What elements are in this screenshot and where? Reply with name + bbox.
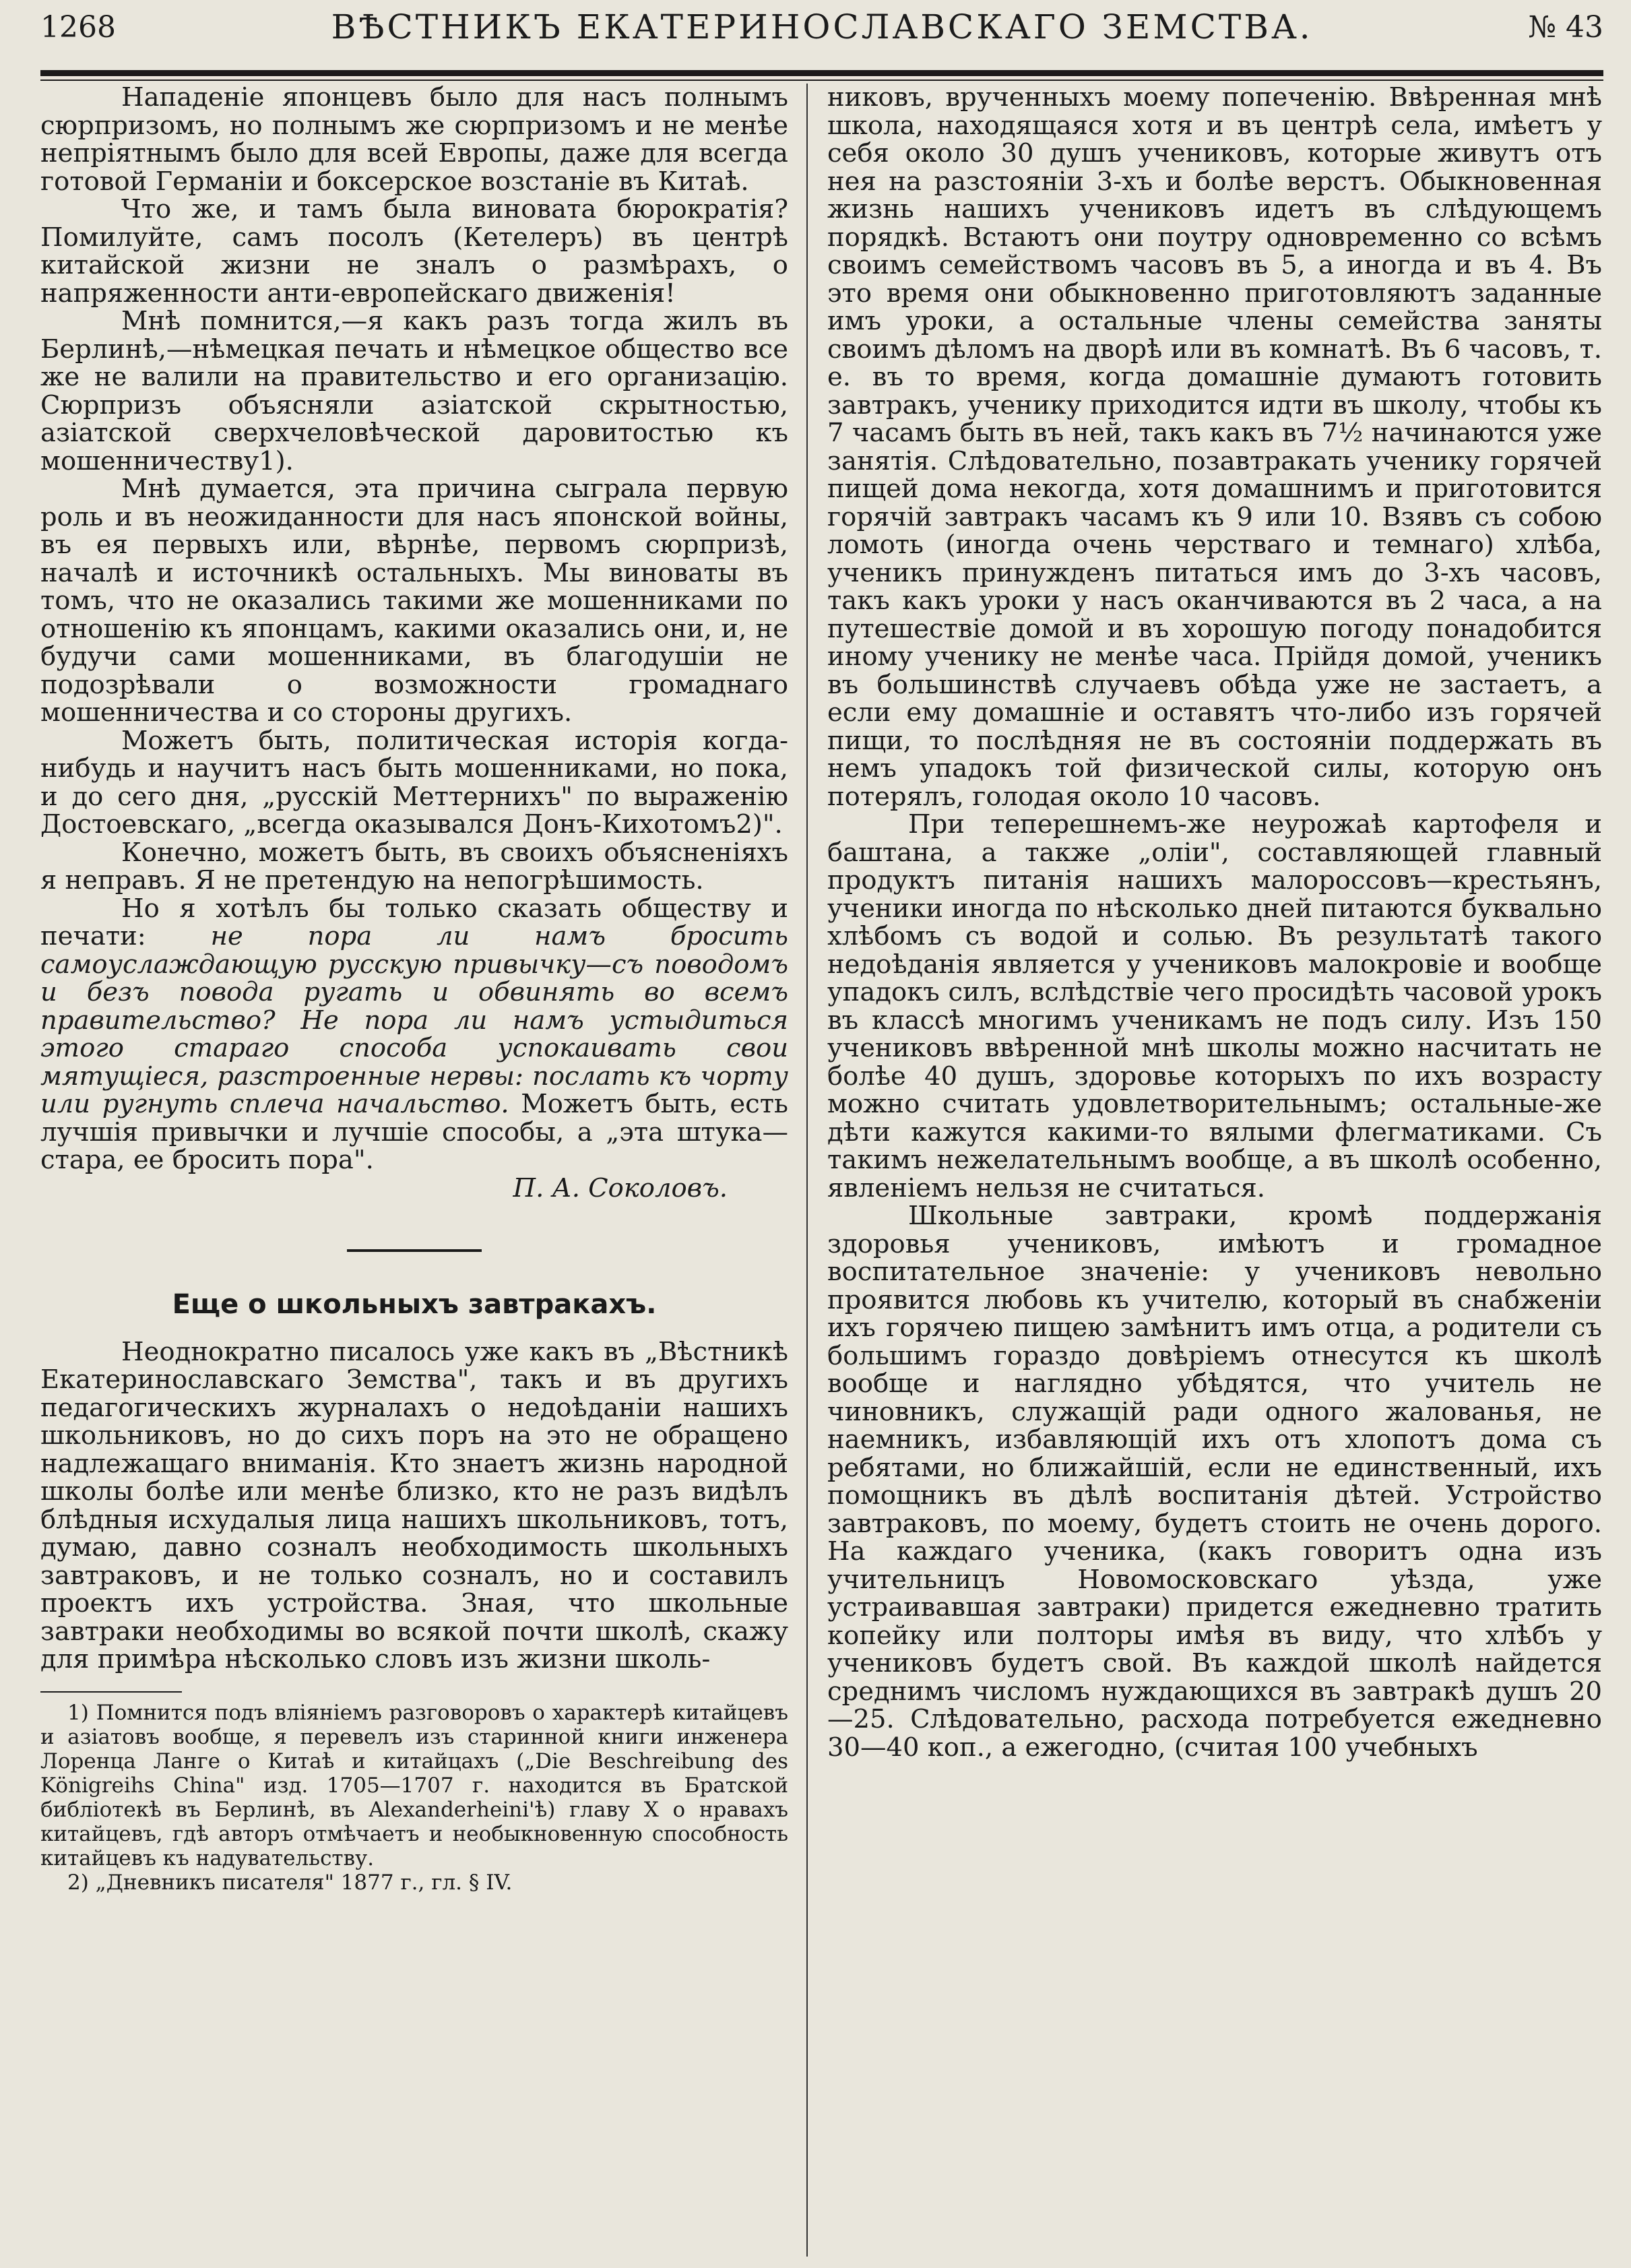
closing-italic: не пора ли намъ бросить самоуслаждающую русскую привычку—съ поводомъ и безъ повода ругать и обвинять во всемъ правительство? Не пора ли намъ устыдиться этого стараго способа успокаивать свои мятущіеся, разстроенные нервы: послать къ чорту или ругнуть сплеча начальство. [40, 921, 788, 1119]
header-rule-thin [40, 80, 1603, 81]
article-paragraph: Что же, и тамъ была виновата бюрократія? Помилуйте, самъ посолъ (Кетелеръ) въ центрѣ китайской жизни не зналъ о размѣрахъ, о напряженности анти-европейскаго движенія! [40, 194, 788, 309]
closing-paragraph [40, 895, 788, 1174]
article-paragraph: никовъ, врученныхъ моему попеченію. Ввѣренная мнѣ школа, находящаяся хотя и въ центрѣ села, имѣетъ у себя около 30 душъ учениковъ, которые живутъ отъ нея на разстояніи 3-хъ и болѣе верстъ. Обыкновенная жизнь нашихъ учениковъ идетъ въ слѣдующемъ порядкѣ. Встаютъ они поутру одновременно со всѣмъ своимъ семействомъ часовъ въ 5, а иногда и въ 4. Въ это время они обыкновенно приготовляютъ заданные имъ уроки, а остальные члены семейства заняты своимъ дѣломъ на дворѣ или въ комнатѣ. Въ 6 часовъ, т. е. въ то время, когда домашніе думаютъ готовить завтракъ, ученику приходится идти въ школу, чтобы къ 7 часамъ быть въ ней, такъ какъ въ 7½ начинаются уже занятія. Слѣдовательно, позавтракать ученику горячей пищей дома некогда, хотя домашнимъ и приготовится горячій завтракъ часамъ къ 9 или 10. Взявъ съ собою ломоть (иногда очень черстваго и темнаго) хлѣба, ученикъ принужденъ питаться имъ до 3-хъ часовъ, такъ какъ уроки у насъ оканчиваются въ 2 часа, а на путешествіе домой и въ хорошую погоду понадобится иному ученику не менѣе часа. Прійдя домой, ученикъ въ большинствѣ случаевъ обѣда уже не застаетъ, а если ему домашніе и оставятъ что-либо изъ горячей пищи, то послѣдняя не въ состояніи поддержать въ немъ упадокъ той физической силы, которую онъ потерялъ, голодая около 10 часовъ. [827, 82, 1602, 812]
page-number: 1268 [40, 9, 116, 44]
article-paragraph: Мнѣ помнится,—я какъ разъ тогда жилъ въ Берлинѣ,—нѣмецкая печать и нѣмецкое общество все же не валили на правительство и его организацію. Сюрпризъ объясняли азіатской скрытностью, азіатской сверхчеловѣческой даровитостью къ мошенничеству1). [40, 306, 788, 476]
footnote: 1) Помнится подъ вліяніемъ разговоровъ о характерѣ китайцевъ и азіатовъ вообще, я перевелъ изъ старинной книги инженера Лоренца Ланге о Китаѣ и китайцахъ („Die Beschreibung des Königreihs China" изд. 1705—1707 г. находится въ Братской библіотекѣ въ Берлинѣ, въ Alexanderheini'ѣ) главу X о нравахъ китайцевъ, гдѣ авторъ отмѣчаетъ и необыкновенную способность китайцевъ къ надувательству. [40, 1700, 788, 1870]
section-separator [347, 1249, 482, 1252]
closing-intro: Но я хотѣлъ бы только сказать обществу и печати: [40, 893, 788, 951]
article-paragraph: Мнѣ думается, эта причина сыграла первую роль и въ неожиданности для насъ японской войны, въ ея первыхъ или, вѣрнѣе, первомъ сюрпризѣ, началѣ и источникѣ остальныхъ. Мы виноваты въ томъ, что не оказались такими же мошенниками по отношенію къ японцамъ, какими оказались они, и, не будучи сами мошенниками, въ благодушіи не подозрѣвали о возможности громаднаго мошенничества и со стороны другихъ. [40, 474, 788, 728]
footnote: 2) „Дневникъ писателя" 1877 г., гл. § IV. [67, 1870, 513, 1895]
header-rule-thick [40, 70, 1603, 76]
article-paragraph: Конечно, можетъ быть, въ своихъ объясненіяхъ я неправъ. Я не претендую на непогрѣшимость. [40, 837, 788, 895]
article-paragraph: Нападеніе японцевъ было для насъ полнымъ сюрпризомъ, но полнымъ же сюрпризомъ и не менѣе непріятнымъ было для всей Европы, даже для всегда готовой Германіи и боксерское возстаніе въ Китаѣ. [40, 82, 788, 197]
column-divider [806, 84, 808, 2257]
footnotes [40, 1701, 788, 1895]
article-paragraph: Можетъ быть, политическая исторія когда-нибудь и научитъ насъ быть мошенниками, но пока, и до сего дня, „русскій Меттернихъ" по выраженію Достоевскаго, „всегда оказывался Донъ-Кихотомъ2)". [40, 725, 788, 840]
left-column [40, 84, 788, 1895]
author-signature: П. А. Соколовъ. [513, 1172, 728, 1203]
article-paragraph: Школьные завтраки, кромѣ поддержанія здоровья учениковъ, имѣютъ и громадное воспитательное значеніе: у учениковъ невольно проявится любовь къ учителю, который въ снабженіи ихъ горячею пищею замѣнитъ имъ отца, а родители съ большимъ гораздо довѣріемъ отнесутся къ школѣ вообще и наглядно убѣдятся, что учитель не чиновникъ, служащій ради одного жалованья, не наемникъ, избавляющій ихъ отъ хлопотъ дома съ ребятами, но ближайшій, если не единственный, ихъ помощникъ въ дѣлѣ воспитанія дѣтей. Устройство завтраковъ, по моему, будетъ стоить не очень дорого. На каждаго ученика, (какъ говоритъ одна изъ учительницъ Новомосковскаго уѣзда, уже устраивавшая завтраки) придется ежедневно тратить копейку или полторы имѣя въ виду, что хлѣбъ у учениковъ будетъ свой. Въ каждой школѣ найдется среднимъ числомъ нуждающихся въ завтракѣ душъ 20—25. Слѣдовательно, расхода потребуется ежедневно 30—40 коп., а ежегодно, (считая 100 учебныхъ [827, 1201, 1602, 1763]
issue-number: № 43 [1528, 9, 1603, 44]
section-title: Еще о школьныхъ завтракахъ. [172, 1289, 657, 1320]
page-header [40, 0, 1603, 54]
article-paragraph: При теперешнемъ-же неурожаѣ картофеля и баштана, а также „оліи", составляющей главный продуктъ питанія нашихъ малороссовъ—крестьянъ, ученики иногда по нѣсколько дней питаются буквально хлѣбомъ съ водой и солью. Въ результатѣ такого недоѣданія является у учениковъ малокровіе и вообще упадокъ силъ, вслѣдствіе чего просидѣть часовой урокъ въ классѣ многимъ ученикамъ не подъ силу. Изъ 150 учениковъ ввѣренной мнѣ школы можно насчитать не болѣе 40 душъ, здоровье которыхъ по ихъ возрасту можно считать удовлетворительнымъ; остальные-же дѣти кажутся какими-то вялыми флегматиками. Съ такимъ нежелательнымъ вообще, а въ школѣ особенно, явленіемъ нельзя не считаться. [827, 809, 1602, 1203]
footnote-rule [40, 1691, 182, 1693]
closing-end: Можетъ быть, есть лучшія привычки и лучшіе способы, а „эта штука—стара, ее бросить пора". [40, 1089, 789, 1175]
right-column [827, 84, 1602, 1761]
article-paragraph: Неоднократно писалось уже какъ въ „Вѣстникѣ Екатеринославскаго Земства", такъ и въ другихъ педагогическихъ журналахъ о недоѣданіи нашихъ школьниковъ, но до сихъ поръ на это не обращено надлежащаго вниманія. Кто знаетъ жизнь народной школы болѣе или менѣе близко, кто не разъ видѣлъ блѣдныя исхудалыя лица нашихъ школьниковъ, тотъ, думаю, давно созналъ необходимость школьныхъ завтраковъ, и не только созналъ, но и составилъ проектъ ихъ устройства. Зная, что школьные завтраки необходимы во всякой почти школѣ, скажу для примѣра нѣсколько словъ изъ жизни школь- [40, 1336, 788, 1674]
journal-title: ВѢСТНИКЪ ЕКАТЕРИНОСЛАВСКАГО ЗЕМСТВА. [331, 7, 1313, 46]
